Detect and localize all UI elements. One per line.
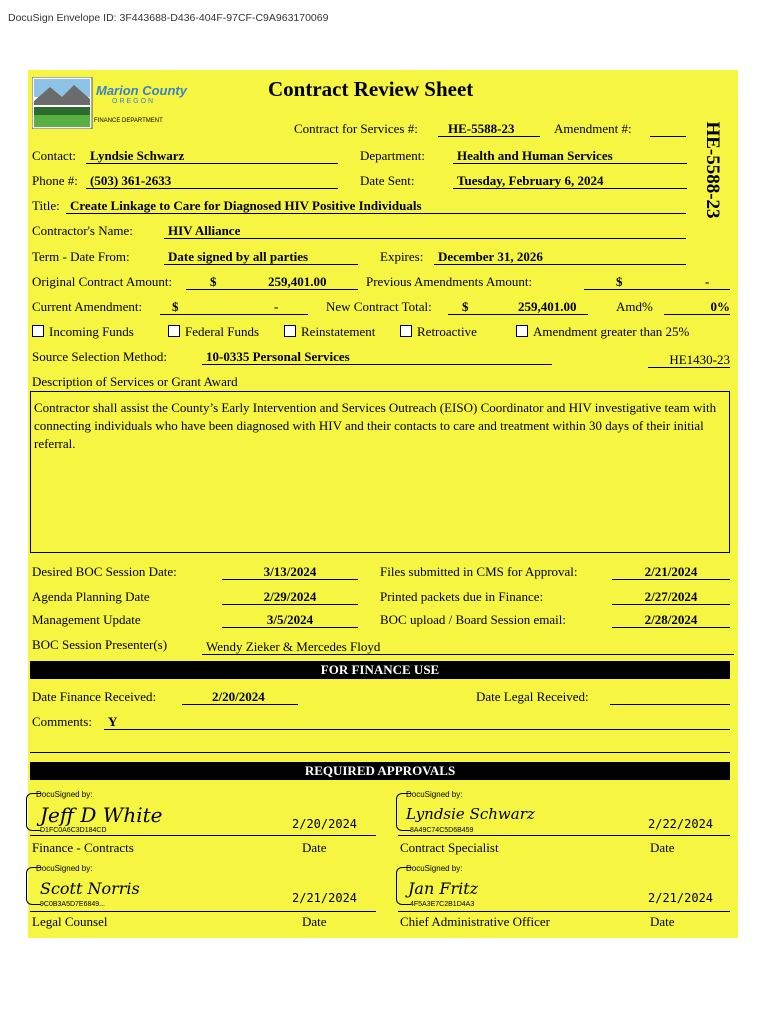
docusigned-by-label: DocuSigned by:: [406, 864, 463, 873]
files-cms-value: 2/21/2024: [612, 564, 730, 580]
page-title: Contract Review Sheet: [268, 77, 474, 101]
side-contract-number: HE-5588-23: [702, 121, 723, 219]
signature-id: 4F5A3E7C2B1D4A3: [410, 901, 475, 908]
current-amendment-label: Current Amendment:: [32, 299, 143, 314]
checkbox-icon[interactable]: [516, 325, 528, 337]
comments-value: Y: [104, 714, 730, 730]
boc-upload-label: BOC upload / Board Session email:: [380, 612, 566, 627]
date-legal-received-label: Date Legal Received:: [476, 689, 589, 704]
description-label: Description of Services or Grant Award: [32, 374, 238, 389]
role-chief-administrative-officer: Chief Administrative Officer: [400, 914, 550, 929]
signature-script: Lyndsie Schwarz: [406, 805, 535, 823]
signature-date-2: 2/22/2024: [648, 817, 714, 831]
county-logo: [30, 75, 187, 130]
source-selection-label: Source Selection Method:: [32, 349, 168, 364]
comments-label: Comments:: [32, 714, 92, 729]
checkbox-retroactive[interactable]: [400, 324, 477, 339]
envelope-id: DocuSign Envelope ID: 3F443688-D436-404F-97CF-C9A963170069: [8, 12, 329, 24]
docusigned-by-label: DocuSigned by:: [36, 864, 93, 873]
phone-value: (503) 361-2633: [86, 173, 338, 189]
amendment-label: Amendment #:: [554, 121, 632, 136]
contract-services-value: HE-5588-23: [438, 121, 540, 137]
agenda-label: Agenda Planning Date: [32, 589, 150, 604]
signature-date-3: 2/21/2024: [292, 891, 358, 905]
contract-title-label: Title:: [32, 198, 60, 213]
expires-value: December 31, 2026: [434, 249, 686, 265]
date-legal-received-value: [610, 689, 730, 705]
signature-id: 9C0B3A5D7E6849...: [40, 901, 105, 908]
amendment-value: [650, 121, 686, 137]
contact-label: Contact:: [32, 148, 77, 163]
comments-line-2: [30, 738, 730, 753]
checkbox-icon[interactable]: [168, 325, 180, 337]
phone-label: Phone #:: [32, 173, 78, 188]
new-total-label: New Contract Total:: [326, 299, 432, 314]
signature-id: 8A49C74C5D6B459: [410, 827, 474, 834]
source-selection-code: HE1430-23: [648, 352, 730, 368]
checkbox-icon[interactable]: [400, 325, 412, 337]
checkbox-icon[interactable]: [284, 325, 296, 337]
expires-label: Expires:: [380, 249, 424, 264]
date-label-1: Date: [302, 840, 327, 855]
description-box: Contractor shall assist the County’s Early Intervention and Services Outreach (EISO) Coordinator and HIV investigative team with connecting individuals who have been diagnosed with HIV and their contacts to care and treatment within 30 days of their initial referral.: [30, 391, 730, 553]
checkbox-incoming-funds[interactable]: [32, 324, 134, 339]
presenters-label: BOC Session Presenter(s): [32, 637, 168, 652]
amd-pct-value: 0%: [664, 299, 730, 315]
boc-session-label: Desired BOC Session Date:: [32, 564, 177, 579]
checkbox-label: Reinstatement: [301, 324, 376, 339]
agenda-value: 2/29/2024: [222, 589, 358, 605]
term-from-label: Term - Date From:: [32, 249, 130, 264]
finance-use-header: FOR FINANCE USE: [30, 661, 730, 679]
contractor-value: HIV Alliance: [164, 223, 686, 239]
boc-session-value: 3/13/2024: [222, 564, 358, 580]
date-label-2: Date: [650, 840, 675, 855]
logo-county-name: Marion County: [96, 83, 187, 98]
signature-date-4: 2/21/2024: [648, 891, 714, 905]
checkbox-label: Federal Funds: [185, 324, 260, 339]
date-sent-value: Tuesday, February 6, 2024: [453, 173, 687, 189]
contact-value: Lyndsie Schwarz: [86, 148, 338, 164]
docusigned-by-label: DocuSigned by:: [406, 790, 463, 799]
previous-amendments-value: -: [705, 274, 710, 289]
signature-id: D1FC0A6C3D184CD: [40, 827, 107, 834]
checkbox-label: Amendment greater than 25%: [533, 324, 690, 339]
landscape-icon: [32, 77, 94, 129]
signature-script: Jan Fritz: [408, 879, 479, 898]
date-sent-label: Date Sent:: [360, 173, 415, 188]
current-amendment-value: -: [274, 299, 279, 314]
signature-date-1: 2/20/2024: [292, 817, 358, 831]
date-label-3: Date: [302, 914, 327, 929]
date-finance-received-value: 2/20/2024: [182, 689, 298, 705]
term-from-value: Date signed by all parties: [164, 249, 358, 265]
boc-upload-value: 2/28/2024: [612, 612, 730, 628]
original-amount-value: 259,401.00: [268, 274, 327, 289]
docusigned-by-label: DocuSigned by:: [36, 790, 93, 799]
contractor-label: Contractor's Name:: [32, 223, 133, 238]
contract-services-label: Contract for Services #:: [294, 121, 418, 136]
role-legal-counsel: Legal Counsel: [32, 914, 108, 929]
new-total-value: 259,401.00: [518, 299, 577, 314]
amd-pct-label: Amd%: [616, 299, 653, 314]
role-contract-specialist: Contract Specialist: [400, 840, 499, 855]
checkbox-reinstatement[interactable]: [284, 324, 375, 339]
checkbox-label: Incoming Funds: [49, 324, 134, 339]
contract-title-value: Create Linkage to Care for Diagnosed HIV Positive Individuals: [66, 198, 686, 214]
checkbox-icon[interactable]: [32, 325, 44, 337]
checkbox-amendment-25[interactable]: [516, 324, 689, 339]
source-selection-value: 10-0335 Personal Services: [202, 349, 552, 365]
required-approvals-header: REQUIRED APPROVALS: [30, 762, 730, 780]
previous-amendments-label: Previous Amendments Amount:: [366, 274, 533, 289]
logo-dept: FINANCE DEPARTMENT: [94, 118, 163, 124]
checkbox-label: Retroactive: [417, 324, 477, 339]
presenters-value: Wendy Zieker & Mercedes Floyd: [202, 639, 734, 655]
mgmt-value: 3/5/2024: [222, 612, 358, 628]
logo-state: OREGON: [112, 98, 156, 105]
printed-value: 2/27/2024: [612, 589, 730, 605]
previous-amendments-currency: $: [616, 274, 623, 289]
original-amount-label: Original Contract Amount:: [32, 274, 173, 289]
current-amendment-line: [160, 299, 308, 315]
checkbox-federal-funds[interactable]: [168, 324, 259, 339]
current-amendment-currency: $: [172, 299, 179, 314]
signature-script: Scott Norris: [40, 879, 140, 898]
date-label-4: Date: [650, 914, 675, 929]
date-finance-received-label: Date Finance Received:: [32, 689, 157, 704]
new-total-currency: $: [462, 299, 469, 314]
printed-label: Printed packets due in Finance:: [380, 589, 544, 604]
mgmt-label: Management Update: [32, 612, 141, 627]
department-label: Department:: [360, 148, 425, 163]
department-value: Health and Human Services: [453, 148, 687, 164]
original-amount-currency: $: [210, 274, 217, 289]
files-cms-label: Files submitted in CMS for Approval:: [380, 564, 578, 579]
role-finance-contracts: Finance - Contracts: [32, 840, 134, 855]
signature-script: Jeff D White: [40, 803, 163, 827]
